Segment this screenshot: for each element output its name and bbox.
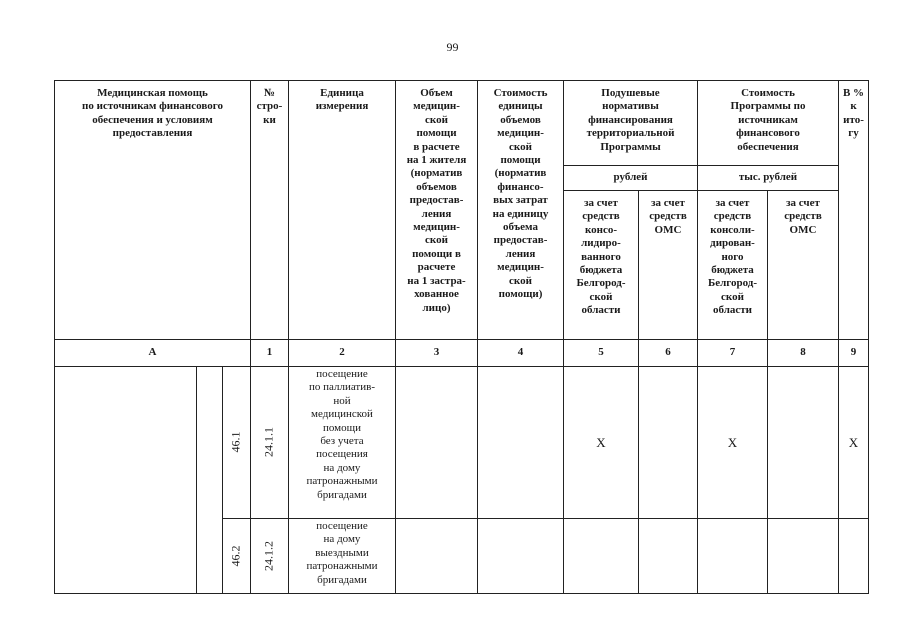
header-percent-total: В % к ито- гу bbox=[842, 87, 865, 140]
header-line-number: № стро- ки bbox=[256, 87, 283, 126]
header-col7-budget: за счет средств консоли- дирован- ного бюджета Белгород- ской области bbox=[707, 197, 758, 317]
header-unit: Единица измерения bbox=[315, 87, 369, 113]
header-col8-oms: за счет средств ОМС bbox=[784, 197, 822, 236]
header-medical-care: Медицинская помощь по источникам финансового обеспечения и условиям предоставления bbox=[82, 87, 223, 140]
header-col6-oms: за счет средств ОМС bbox=[649, 197, 687, 236]
row-col9-value: Х bbox=[848, 434, 859, 450]
column-number: А bbox=[148, 346, 157, 359]
column-number: 5 bbox=[598, 346, 604, 359]
row-unit: посещение по паллиатив- ной медицинской помощи без учета посещения на дому патронажными бригадами bbox=[306, 368, 378, 501]
row-line-number: 24.1.1 bbox=[261, 427, 276, 457]
column-number: 2 bbox=[339, 346, 345, 359]
row-code: 46.1 bbox=[228, 431, 243, 453]
header-unit-rubles: рублей bbox=[613, 171, 648, 184]
column-number: 9 bbox=[850, 346, 857, 359]
row-col7-value: Х bbox=[727, 434, 738, 450]
column-number: 8 bbox=[800, 346, 806, 359]
column-number: 7 bbox=[729, 346, 736, 359]
header-per-capita-norms: Подушевые нормативы финансирования территориальной Программы bbox=[586, 87, 675, 153]
header-program-cost: Стоимость Программы по источникам финансового обеспечения bbox=[730, 87, 806, 153]
column-number: 1 bbox=[266, 346, 273, 359]
header-col5-budget: за счет средств консо- лидиро- ванного бюджета Белгород- ской области bbox=[576, 197, 626, 317]
header-unit-cost: Стоимость единицы объемов медицин- ской помощи (норматив финансо- вых затрат на единицу объема предостав- ления медицин- ской помощи) bbox=[492, 87, 549, 301]
header-unit-thousand-rubles: тыс. рублей bbox=[738, 171, 798, 184]
row-unit: посещение на дому выездными патронажными бригадами bbox=[306, 520, 378, 586]
column-number: 3 bbox=[433, 346, 440, 359]
page-number: 99 bbox=[446, 40, 459, 54]
row-line-number: 24.1.2 bbox=[261, 541, 276, 571]
header-volume: Объем медицин- ской помощи в расчете на 1 жителя (норматив объемов предостав- ления медицин- ской помощи в расчете на 1 застра- хованное лицо) bbox=[406, 87, 467, 314]
row-col5-value: Х bbox=[596, 434, 606, 450]
column-number: 4 bbox=[517, 346, 524, 359]
row-code: 46.2 bbox=[228, 545, 243, 567]
column-number: 6 bbox=[665, 346, 671, 359]
